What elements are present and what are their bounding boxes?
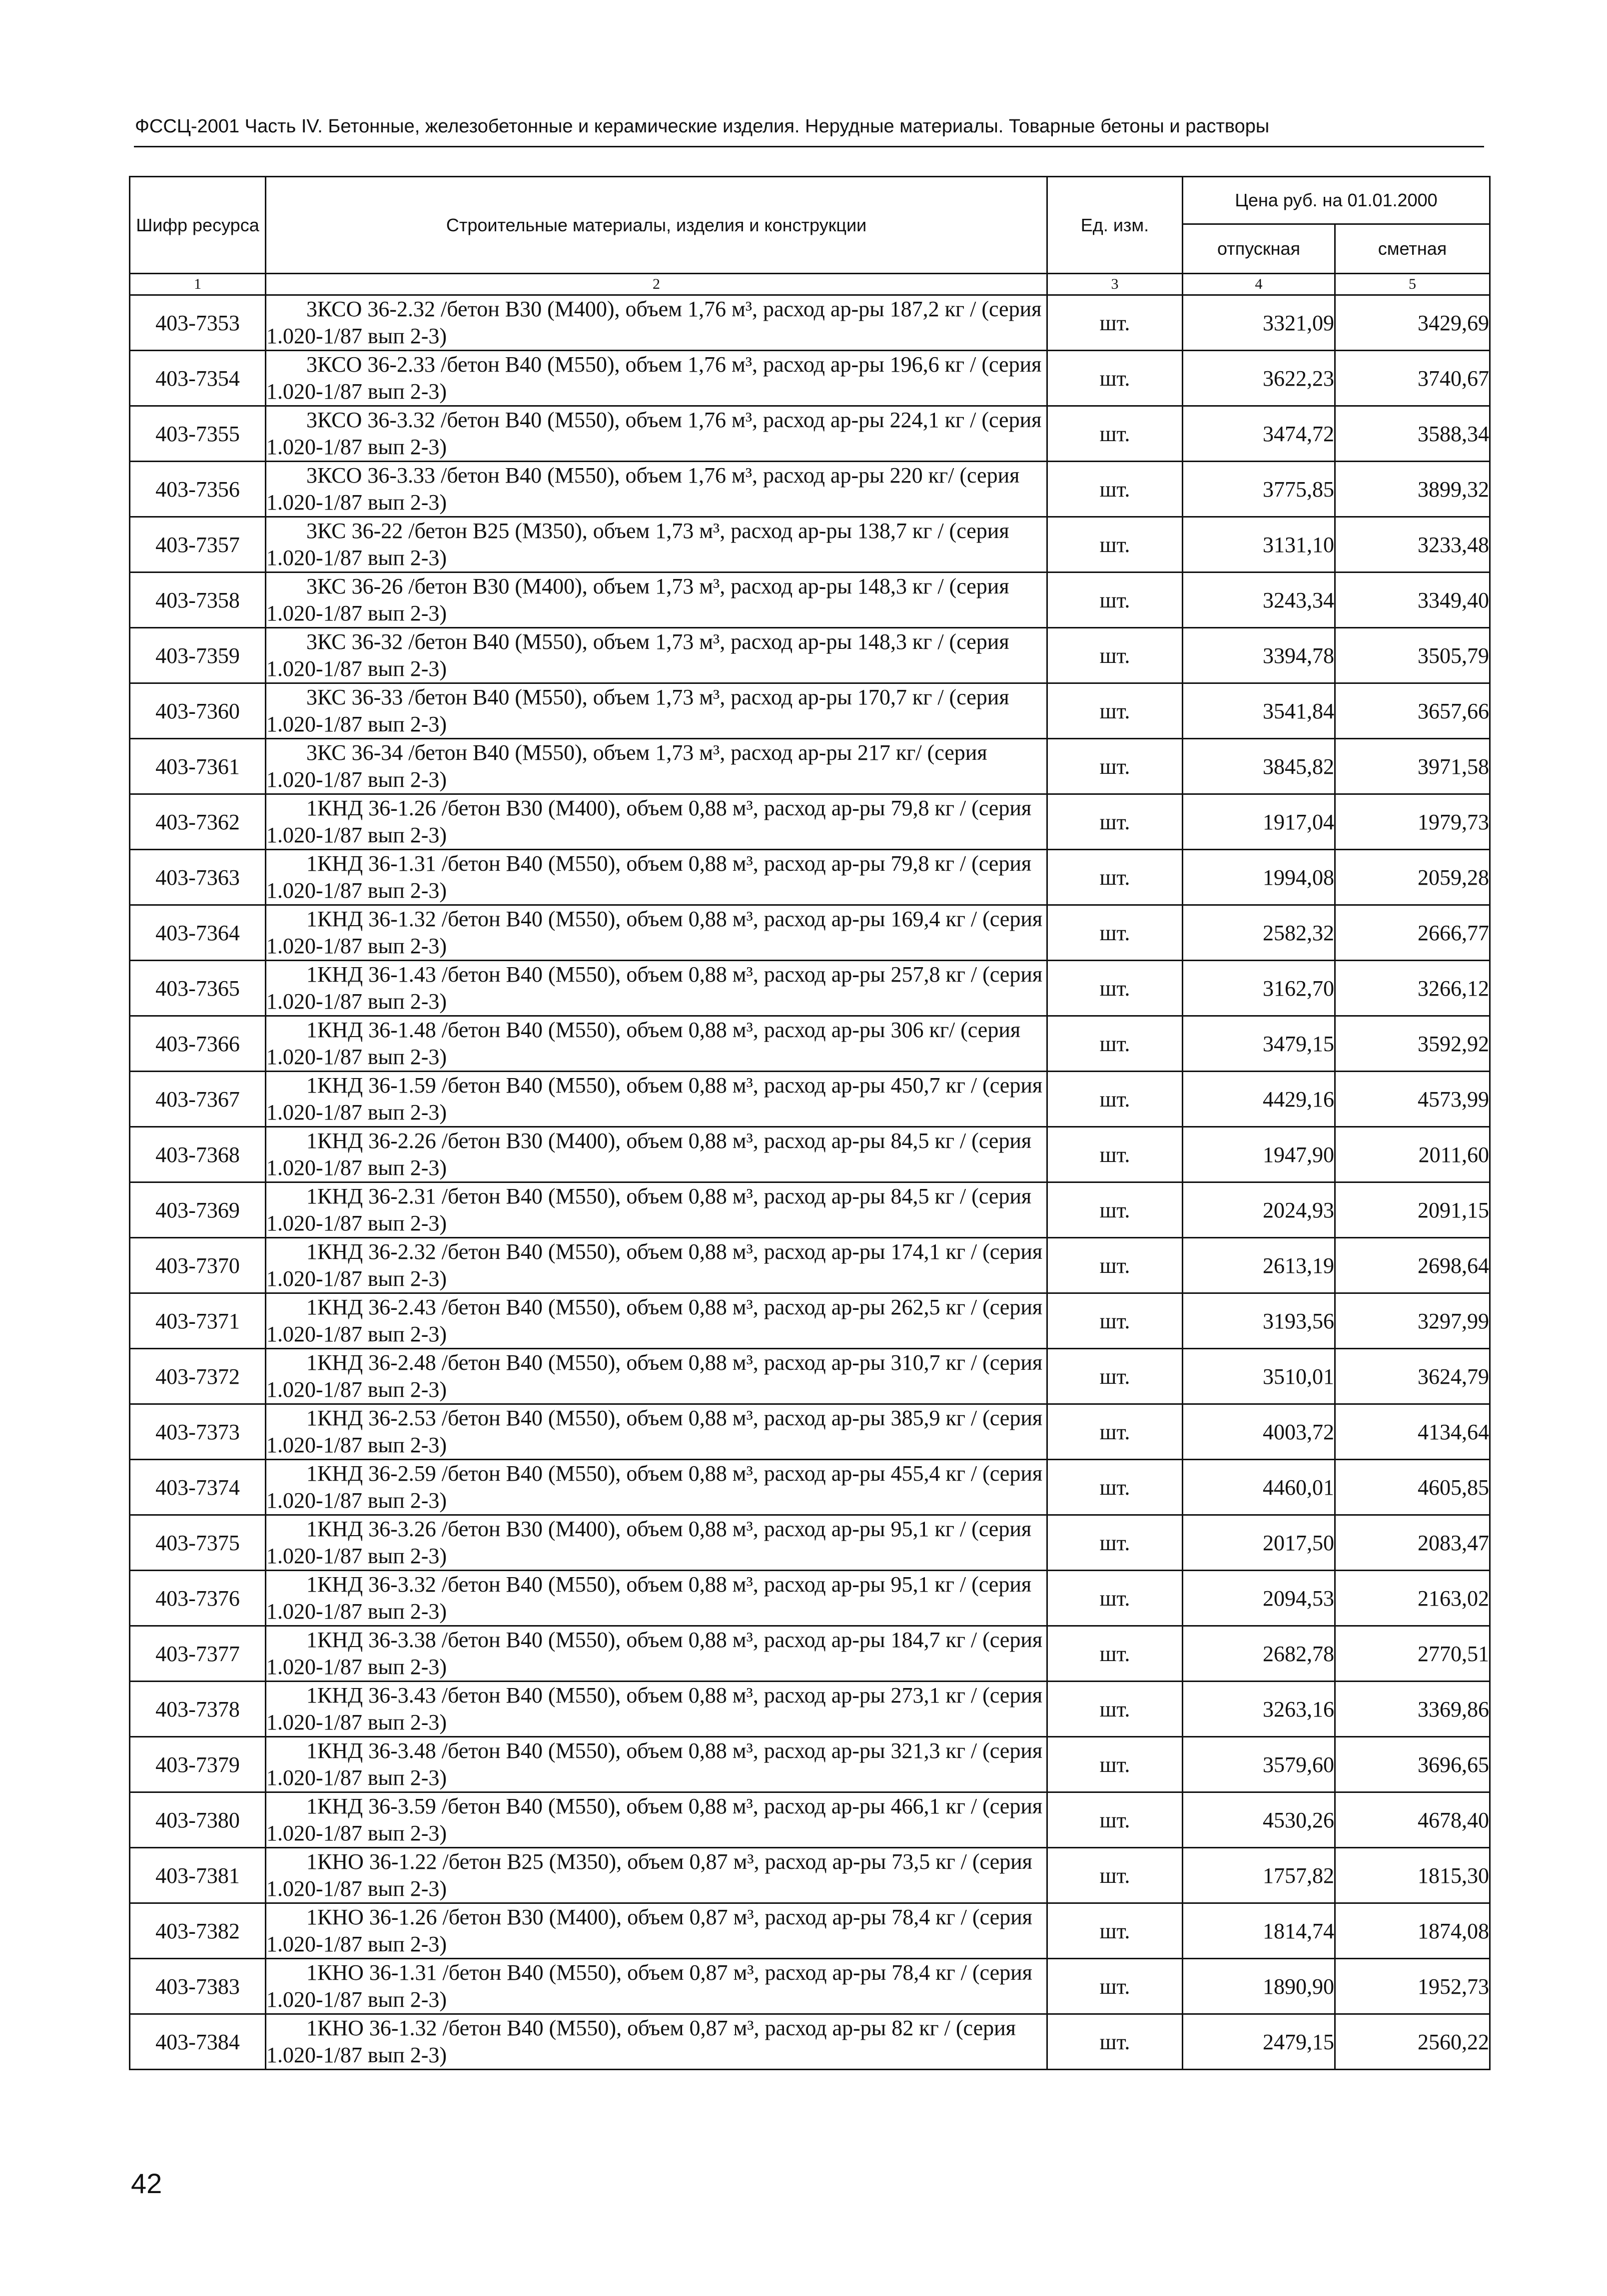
column-number: 3 <box>1047 274 1183 295</box>
row-name: 1КНД 36-2.26 /бетон В30 (М400), объем 0,88 м³, расход ар-ры 84,5 кг / (серия 1.020-1/87 вып 2-3) <box>266 1127 1047 1182</box>
row-name: 1КНО 36-1.22 /бетон В25 (М350), объем 0,87 м³, расход ар-ры 73,5 кг / (серия 1.020-1/87 вып 2-3) <box>266 1848 1047 1903</box>
table-row <box>130 1349 1490 1404</box>
row-name: 3КС 36-22 /бетон В25 (М350), объем 1,73 м³, расход ар-ры 138,7 кг / (серия 1.020-1/87 вып 2-3) <box>266 517 1047 573</box>
row-code: 403-7380 <box>130 1792 266 1848</box>
table-row <box>130 1737 1490 1792</box>
table-row <box>130 2014 1490 2070</box>
row-code: 403-7373 <box>130 1404 266 1460</box>
row-code: 403-7379 <box>130 1737 266 1792</box>
row-unit: шт. <box>1047 1959 1183 2014</box>
row-estimate-price: 2666,77 <box>1335 905 1490 961</box>
row-name: 1КНО 36-1.31 /бетон В40 (М550), объем 0,87 м³, расход ар-ры 78,4 кг / (серия 1.020-1/87 вып 2-3) <box>266 1959 1047 2014</box>
page-header: ФССЦ-2001 Часть IV. Бетонные, железобетонные и керамические изделия. Нерудные материалы. Товарные бетоны и растворы <box>135 116 1270 137</box>
row-release-price: 3162,70 <box>1183 961 1335 1016</box>
row-unit: шт. <box>1047 1349 1183 1404</box>
row-unit: шт. <box>1047 1238 1183 1293</box>
row-unit: шт. <box>1047 517 1183 573</box>
row-estimate-price: 2011,60 <box>1335 1127 1490 1182</box>
row-code: 403-7358 <box>130 573 266 628</box>
row-release-price: 3394,78 <box>1183 628 1335 683</box>
row-estimate-price: 2163,02 <box>1335 1571 1490 1626</box>
row-release-price: 1917,04 <box>1183 794 1335 850</box>
row-name: 1КНД 36-2.53 /бетон В40 (М550), объем 0,88 м³, расход ар-ры 385,9 кг / (серия 1.020-1/87 вып 2-3) <box>266 1404 1047 1460</box>
table-row <box>130 1515 1490 1571</box>
row-estimate-price: 3369,86 <box>1335 1682 1490 1737</box>
table-row <box>130 295 1490 351</box>
row-name: 3КСО 36-3.33 /бетон В40 (М550), объем 1,76 м³, расход ар-ры 220 кг/ (серия 1.020-1/87 вып 2-3) <box>266 462 1047 517</box>
row-estimate-price: 2770,51 <box>1335 1626 1490 1682</box>
row-release-price: 3622,23 <box>1183 351 1335 406</box>
row-code: 403-7356 <box>130 462 266 517</box>
row-release-price: 4460,01 <box>1183 1460 1335 1515</box>
table-row <box>130 1848 1490 1903</box>
row-name: 3КСО 36-3.32 /бетон В40 (М550), объем 1,76 м³, расход ар-ры 224,1 кг / (серия 1.020-1/87 вып 2-3) <box>266 406 1047 462</box>
table-row <box>130 683 1490 739</box>
row-code: 403-7374 <box>130 1460 266 1515</box>
table-row <box>130 1293 1490 1349</box>
row-unit: шт. <box>1047 1182 1183 1238</box>
row-code: 403-7363 <box>130 850 266 905</box>
row-code: 403-7368 <box>130 1127 266 1182</box>
row-unit: шт. <box>1047 406 1183 462</box>
row-name: 1КНД 36-2.59 /бетон В40 (М550), объем 0,88 м³, расход ар-ры 455,4 кг / (серия 1.020-1/87 вып 2-3) <box>266 1460 1047 1515</box>
row-unit: шт. <box>1047 1515 1183 1571</box>
row-unit: шт. <box>1047 573 1183 628</box>
row-name: 3КСО 36-2.32 /бетон В30 (М400), объем 1,76 м³, расход ар-ры 187,2 кг / (серия 1.020-1/87 вып 2-3) <box>266 295 1047 351</box>
row-estimate-price: 4573,99 <box>1335 1072 1490 1127</box>
row-release-price: 2017,50 <box>1183 1515 1335 1571</box>
table-row <box>130 1182 1490 1238</box>
row-release-price: 2479,15 <box>1183 2014 1335 2070</box>
row-estimate-price: 3429,69 <box>1335 295 1490 351</box>
row-estimate-price: 3266,12 <box>1335 961 1490 1016</box>
row-name: 3КС 36-26 /бетон В30 (М400), объем 1,73 м³, расход ар-ры 148,3 кг / (серия 1.020-1/87 вып 2-3) <box>266 573 1047 628</box>
row-code: 403-7361 <box>130 739 266 794</box>
row-estimate-price: 1874,08 <box>1335 1903 1490 1959</box>
row-estimate-price: 3505,79 <box>1335 628 1490 683</box>
row-code: 403-7383 <box>130 1959 266 2014</box>
row-code: 403-7384 <box>130 2014 266 2070</box>
row-code: 403-7357 <box>130 517 266 573</box>
table-row <box>130 961 1490 1016</box>
row-name: 3КС 36-32 /бетон В40 (М550), объем 1,73 м³, расход ар-ры 148,3 кг / (серия 1.020-1/87 вып 2-3) <box>266 628 1047 683</box>
row-name: 1КНД 36-1.32 /бетон В40 (М550), объем 0,88 м³, расход ар-ры 169,4 кг / (серия 1.020-1/87 вып 2-3) <box>266 905 1047 961</box>
row-unit: шт. <box>1047 1072 1183 1127</box>
row-estimate-price: 3696,65 <box>1335 1737 1490 1792</box>
row-name: 1КНД 36-1.59 /бетон В40 (М550), объем 0,88 м³, расход ар-ры 450,7 кг / (серия 1.020-1/87 вып 2-3) <box>266 1072 1047 1127</box>
table-row <box>130 1626 1490 1682</box>
table-row <box>130 1072 1490 1127</box>
row-release-price: 3243,34 <box>1183 573 1335 628</box>
table-row <box>130 573 1490 628</box>
row-name: 3КСО 36-2.33 /бетон В40 (М550), объем 1,76 м³, расход ар-ры 196,6 кг / (серия 1.020-1/87 вып 2-3) <box>266 351 1047 406</box>
table-row <box>130 850 1490 905</box>
row-release-price: 3474,72 <box>1183 406 1335 462</box>
row-unit: шт. <box>1047 1903 1183 1959</box>
row-release-price: 4003,72 <box>1183 1404 1335 1460</box>
row-estimate-price: 3349,40 <box>1335 573 1490 628</box>
row-estimate-price: 3899,32 <box>1335 462 1490 517</box>
row-name: 1КНД 36-2.48 /бетон В40 (М550), объем 0,88 м³, расход ар-ры 310,7 кг / (серия 1.020-1/87 вып 2-3) <box>266 1349 1047 1404</box>
row-name: 3КС 36-34 /бетон В40 (М550), объем 1,73 м³, расход ар-ры 217 кг/ (серия 1.020-1/87 вып 2-3) <box>266 739 1047 794</box>
row-name: 1КНО 36-1.26 /бетон В30 (М400), объем 0,87 м³, расход ар-ры 78,4 кг / (серия 1.020-1/87 вып 2-3) <box>266 1903 1047 1959</box>
row-unit: шт. <box>1047 961 1183 1016</box>
row-code: 403-7364 <box>130 905 266 961</box>
table-row <box>130 905 1490 961</box>
row-estimate-price: 3971,58 <box>1335 739 1490 794</box>
row-name: 1КНД 36-2.32 /бетон В40 (М550), объем 0,88 м³, расход ар-ры 174,1 кг / (серия 1.020-1/87 вып 2-3) <box>266 1238 1047 1293</box>
row-release-price: 3131,10 <box>1183 517 1335 573</box>
row-release-price: 3541,84 <box>1183 683 1335 739</box>
row-unit: шт. <box>1047 905 1183 961</box>
column-header-release: отпускная <box>1183 224 1335 274</box>
row-unit: шт. <box>1047 462 1183 517</box>
row-code: 403-7376 <box>130 1571 266 1626</box>
column-header-estimate: сметная <box>1335 224 1490 274</box>
row-code: 403-7360 <box>130 683 266 739</box>
row-code: 403-7372 <box>130 1349 266 1404</box>
row-unit: шт. <box>1047 1792 1183 1848</box>
column-number: 2 <box>266 274 1047 295</box>
row-unit: шт. <box>1047 850 1183 905</box>
table-row <box>130 1127 1490 1182</box>
row-unit: шт. <box>1047 1571 1183 1626</box>
row-estimate-price: 3297,99 <box>1335 1293 1490 1349</box>
row-unit: шт. <box>1047 1737 1183 1792</box>
row-unit: шт. <box>1047 1293 1183 1349</box>
table-row <box>130 739 1490 794</box>
row-release-price: 2682,78 <box>1183 1626 1335 1682</box>
column-header-unit: Ед. изм. <box>1047 177 1183 274</box>
row-release-price: 2582,32 <box>1183 905 1335 961</box>
table-row <box>130 1682 1490 1737</box>
row-name: 1КНД 36-1.48 /бетон В40 (М550), объем 0,88 м³, расход ар-ры 306 кг/ (серия 1.020-1/87 вып 2-3) <box>266 1016 1047 1072</box>
row-name: 1КНД 36-3.43 /бетон В40 (М550), объем 0,88 м³, расход ар-ры 273,1 кг / (серия 1.020-1/87 вып 2-3) <box>266 1682 1047 1737</box>
row-estimate-price: 3233,48 <box>1335 517 1490 573</box>
table-row <box>130 628 1490 683</box>
table-row <box>130 794 1490 850</box>
row-estimate-price: 4605,85 <box>1335 1460 1490 1515</box>
table-row <box>130 1238 1490 1293</box>
row-estimate-price: 2091,15 <box>1335 1182 1490 1238</box>
row-code: 403-7367 <box>130 1072 266 1127</box>
column-header-price-group: Цена руб. на 01.01.2000 <box>1183 177 1490 224</box>
row-name: 1КНД 36-1.31 /бетон В40 (М550), объем 0,88 м³, расход ар-ры 79,8 кг / (серия 1.020-1/87 вып 2-3) <box>266 850 1047 905</box>
row-unit: шт. <box>1047 295 1183 351</box>
table-row <box>130 1959 1490 2014</box>
column-number: 5 <box>1335 274 1490 295</box>
row-estimate-price: 1979,73 <box>1335 794 1490 850</box>
row-unit: шт. <box>1047 1682 1183 1737</box>
column-number: 1 <box>130 274 266 295</box>
table-row <box>130 1792 1490 1848</box>
row-release-price: 1890,90 <box>1183 1959 1335 2014</box>
row-release-price: 1947,90 <box>1183 1127 1335 1182</box>
row-name: 1КНД 36-2.43 /бетон В40 (М550), объем 0,88 м³, расход ар-ры 262,5 кг / (серия 1.020-1/87 вып 2-3) <box>266 1293 1047 1349</box>
row-release-price: 3263,16 <box>1183 1682 1335 1737</box>
row-estimate-price: 2059,28 <box>1335 850 1490 905</box>
row-code: 403-7365 <box>130 961 266 1016</box>
row-code: 403-7370 <box>130 1238 266 1293</box>
column-header-code: Шифр ресурса <box>130 177 266 274</box>
table-body <box>130 295 1490 2070</box>
row-estimate-price: 2083,47 <box>1335 1515 1490 1571</box>
table-row <box>130 1460 1490 1515</box>
row-unit: шт. <box>1047 794 1183 850</box>
row-release-price: 4429,16 <box>1183 1072 1335 1127</box>
row-name: 1КНД 36-3.38 /бетон В40 (М550), объем 0,88 м³, расход ар-ры 184,7 кг / (серия 1.020-1/87 вып 2-3) <box>266 1626 1047 1682</box>
row-unit: шт. <box>1047 628 1183 683</box>
row-estimate-price: 1952,73 <box>1335 1959 1490 2014</box>
row-name: 1КНД 36-3.48 /бетон В40 (М550), объем 0,88 м³, расход ар-ры 321,3 кг / (серия 1.020-1/87 вып 2-3) <box>266 1737 1047 1792</box>
row-code: 403-7366 <box>130 1016 266 1072</box>
row-release-price: 3579,60 <box>1183 1737 1335 1792</box>
row-unit: шт. <box>1047 1127 1183 1182</box>
row-name: 1КНД 36-3.59 /бетон В40 (М550), объем 0,88 м³, расход ар-ры 466,1 кг / (серия 1.020-1/87 вып 2-3) <box>266 1792 1047 1848</box>
price-table <box>129 176 1491 2070</box>
row-release-price: 1757,82 <box>1183 1848 1335 1903</box>
row-release-price: 3193,56 <box>1183 1293 1335 1349</box>
row-unit: шт. <box>1047 1404 1183 1460</box>
row-unit: шт. <box>1047 739 1183 794</box>
row-code: 403-7381 <box>130 1848 266 1903</box>
row-unit: шт. <box>1047 2014 1183 2070</box>
row-unit: шт. <box>1047 1016 1183 1072</box>
row-release-price: 1994,08 <box>1183 850 1335 905</box>
row-unit: шт. <box>1047 683 1183 739</box>
table-row <box>130 351 1490 406</box>
row-release-price: 2613,19 <box>1183 1238 1335 1293</box>
row-estimate-price: 4134,64 <box>1335 1404 1490 1460</box>
table-row <box>130 517 1490 573</box>
row-name: 3КС 36-33 /бетон В40 (М550), объем 1,73 м³, расход ар-ры 170,7 кг / (серия 1.020-1/87 вып 2-3) <box>266 683 1047 739</box>
table-row <box>130 1016 1490 1072</box>
row-estimate-price: 4678,40 <box>1335 1792 1490 1848</box>
row-unit: шт. <box>1047 1848 1183 1903</box>
row-unit: шт. <box>1047 1460 1183 1515</box>
row-release-price: 3321,09 <box>1183 295 1335 351</box>
header-rule <box>134 146 1484 147</box>
row-name: 1КНО 36-1.32 /бетон В40 (М550), объем 0,87 м³, расход ар-ры 82 кг / (серия 1.020-1/87 вып 2-3) <box>266 2014 1047 2070</box>
table-row <box>130 406 1490 462</box>
row-code: 403-7354 <box>130 351 266 406</box>
row-code: 403-7378 <box>130 1682 266 1737</box>
row-release-price: 3775,85 <box>1183 462 1335 517</box>
row-code: 403-7362 <box>130 794 266 850</box>
row-code: 403-7382 <box>130 1903 266 1959</box>
row-release-price: 3845,82 <box>1183 739 1335 794</box>
row-code: 403-7371 <box>130 1293 266 1349</box>
row-estimate-price: 2560,22 <box>1335 2014 1490 2070</box>
row-name: 1КНД 36-1.43 /бетон В40 (М550), объем 0,88 м³, расход ар-ры 257,8 кг / (серия 1.020-1/87 вып 2-3) <box>266 961 1047 1016</box>
table-row <box>130 1571 1490 1626</box>
row-code: 403-7375 <box>130 1515 266 1571</box>
row-estimate-price: 3592,92 <box>1335 1016 1490 1072</box>
table-row <box>130 462 1490 517</box>
column-number: 4 <box>1183 274 1335 295</box>
row-unit: шт. <box>1047 1626 1183 1682</box>
row-code: 403-7355 <box>130 406 266 462</box>
row-estimate-price: 3588,34 <box>1335 406 1490 462</box>
row-name: 1КНД 36-3.26 /бетон В30 (М400), объем 0,88 м³, расход ар-ры 95,1 кг / (серия 1.020-1/87 вып 2-3) <box>266 1515 1047 1571</box>
row-code: 403-7359 <box>130 628 266 683</box>
row-name: 1КНД 36-2.31 /бетон В40 (М550), объем 0,88 м³, расход ар-ры 84,5 кг / (серия 1.020-1/87 вып 2-3) <box>266 1182 1047 1238</box>
row-release-price: 3479,15 <box>1183 1016 1335 1072</box>
row-name: 1КНД 36-1.26 /бетон В30 (М400), объем 0,88 м³, расход ар-ры 79,8 кг / (серия 1.020-1/87 вып 2-3) <box>266 794 1047 850</box>
row-name: 1КНД 36-3.32 /бетон В40 (М550), объем 0,88 м³, расход ар-ры 95,1 кг / (серия 1.020-1/87 вып 2-3) <box>266 1571 1047 1626</box>
row-release-price: 3510,01 <box>1183 1349 1335 1404</box>
row-release-price: 2024,93 <box>1183 1182 1335 1238</box>
row-release-price: 1814,74 <box>1183 1903 1335 1959</box>
row-estimate-price: 2698,64 <box>1335 1238 1490 1293</box>
table-row <box>130 1404 1490 1460</box>
table-row <box>130 1903 1490 1959</box>
column-header-name: Строительные материалы, изделия и конструкции <box>266 177 1047 274</box>
row-release-price: 4530,26 <box>1183 1792 1335 1848</box>
page-number: 42 <box>131 2168 162 2199</box>
row-code: 403-7353 <box>130 295 266 351</box>
row-code: 403-7377 <box>130 1626 266 1682</box>
row-code: 403-7369 <box>130 1182 266 1238</box>
row-estimate-price: 3657,66 <box>1335 683 1490 739</box>
row-unit: шт. <box>1047 351 1183 406</box>
row-release-price: 2094,53 <box>1183 1571 1335 1626</box>
row-estimate-price: 1815,30 <box>1335 1848 1490 1903</box>
row-estimate-price: 3624,79 <box>1335 1349 1490 1404</box>
row-estimate-price: 3740,67 <box>1335 351 1490 406</box>
